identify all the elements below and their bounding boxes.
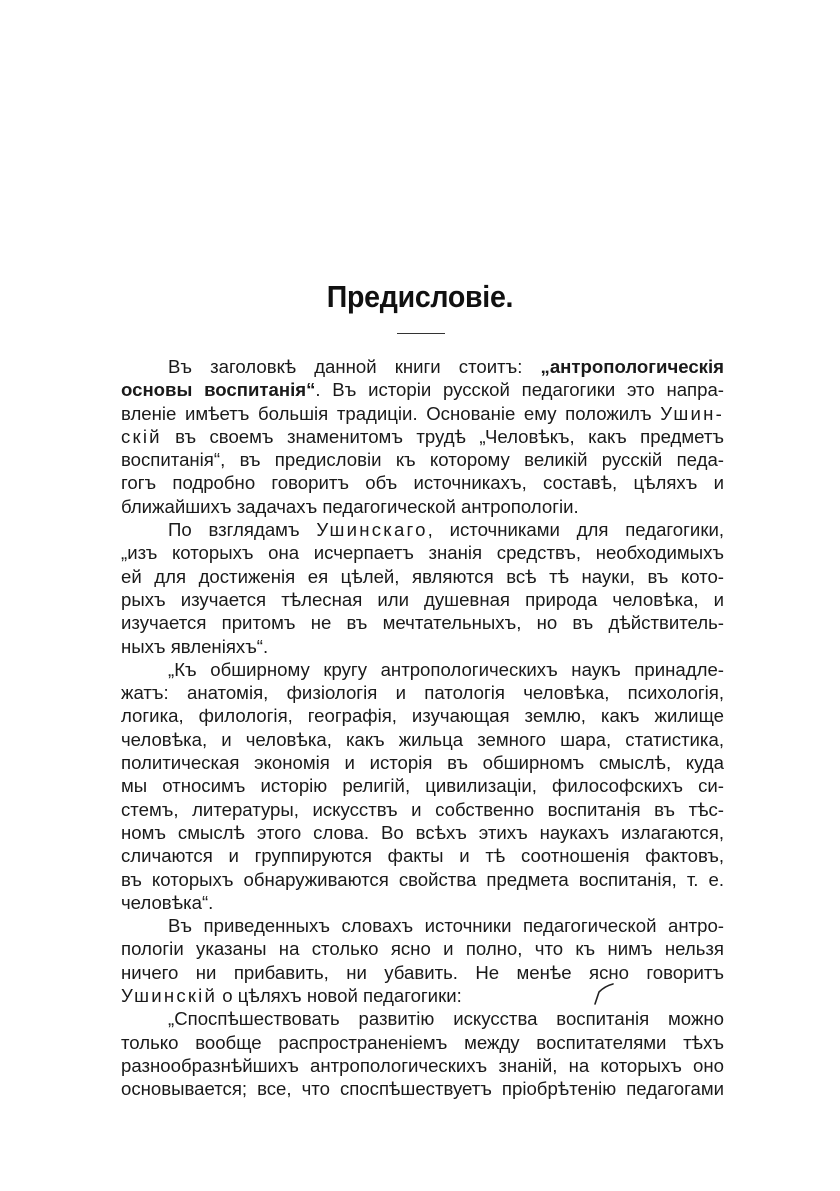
text-line: гогъ подробно говоритъ объ источникахъ, составѣ, цѣляхъ и: [121, 472, 724, 494]
body-text: [121, 355, 724, 1101]
text-line: воспитанія“, въ предисловіи къ которому великій русскій педа-: [121, 449, 724, 471]
text-line: разнообразнѣйшихъ антропологическихъ знаній, на которыхъ оно: [121, 1054, 724, 1076]
text-line: сличаются и группируются факты и тѣ соотношенія фактовъ,: [121, 845, 724, 867]
title-divider: [397, 333, 445, 334]
text-line: человѣка, и человѣка, какъ жильца земного шара, статистика,: [121, 728, 724, 750]
paragraph-3: [121, 658, 724, 914]
text-line: „Къ обширному кругу антропологическихъ наукъ принадле-: [168, 658, 724, 680]
text-line: въ которыхъ обнаруживаются свойства предмета воспитанія, т. е.: [121, 868, 724, 890]
pencil-mark-icon: [593, 982, 615, 1006]
text-line: Въ заголовкѣ данной книги стоитъ: „антропологическія: [168, 356, 724, 377]
text-line: основывается; все, что споспѣшествуетъ пріобрѣтенію педагогами: [121, 1078, 724, 1100]
paragraph-4: [121, 914, 724, 1007]
text-line: скій въ своемъ знаменитомъ трудѣ „Человѣкъ, какъ предметъ: [121, 425, 724, 447]
text-line: ныхъ явленіяхъ“.: [121, 635, 269, 657]
text-line: жатъ: анатомія, физіологія и патологія человѣка, психологія,: [121, 682, 724, 704]
text-line: стемъ, литературы, искусствъ и собственно воспитанія въ тѣс-: [121, 798, 724, 820]
paragraph-5: [121, 1007, 724, 1100]
text-line: рыхъ изучается тѣлесная или душевная природа человѣка, и: [121, 588, 724, 610]
text-line: Въ приведенныхъ словахъ источники педагогической антро-: [168, 915, 724, 937]
text-line: только вообще распространеніемъ между воспитателями тѣхъ: [121, 1031, 724, 1053]
text-line: вленіе имѣетъ большія традиціи. Основаніе ему положилъ Ушин-: [121, 402, 724, 424]
page-title: Предисловіе.: [326, 279, 514, 314]
text-line: номъ смыслѣ этого слова. Во всѣхъ этихъ наукахъ излагаются,: [121, 821, 724, 843]
paragraph-1: [121, 355, 724, 518]
paragraph-2: [121, 518, 724, 658]
text-line: изучается притомъ не въ мечтательныхъ, но въ дѣйствитель-: [121, 612, 724, 634]
text-line: ничего ни прибавить, ни убавить. Не менѣе ясно говоритъ: [121, 961, 724, 983]
text-line: основы воспитанія“. Въ исторіи русской педагогики это напра-: [121, 379, 724, 401]
text-line: политическая экономія и исторія въ обширномъ смыслѣ, куда: [121, 752, 724, 774]
text-line: ближайшихъ задачахъ педагогической антропологіи.: [121, 495, 579, 517]
text-line: пологіи указаны на столько ясно и полно, что къ нимъ нельзя: [121, 938, 724, 960]
text-line: логика, филологія, географія, изучающая землю, какъ жилище: [121, 705, 724, 727]
text-line: ей для достиженія ея цѣлей, являются всѣ тѣ науки, въ кото-: [121, 565, 724, 587]
text-line: По взглядамъ Ушинскаго, источниками для педагогики,: [168, 519, 725, 541]
text-line: человѣка“.: [121, 891, 214, 913]
text-line: „Споспѣшествовать развитію искусства воспитанія можно: [168, 1008, 724, 1030]
text-line: Ушинскій о цѣляхъ новой педагогики:: [121, 985, 462, 1007]
text-line: „изъ которыхъ она исчерпаетъ знанія средствъ, необходимыхъ: [121, 542, 724, 564]
text-line: мы относимъ исторію религій, цивилизаціи, философскихъ си-: [121, 775, 724, 797]
